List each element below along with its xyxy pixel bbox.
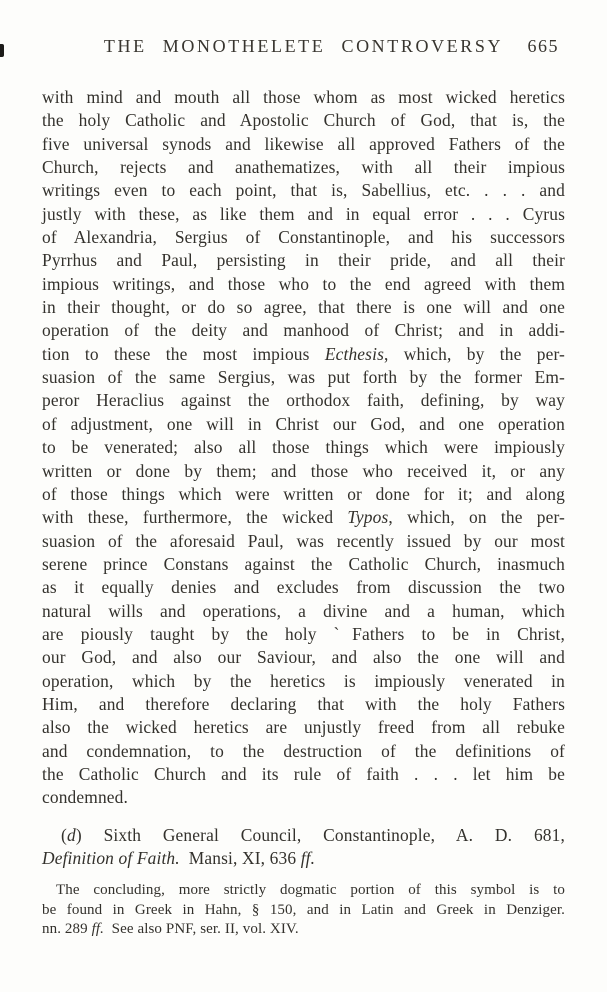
text-segment: Mansi, XI, 636 bbox=[179, 848, 301, 868]
text-line bbox=[42, 133, 565, 156]
text-segment: of those things which were written or done for it; and along bbox=[42, 483, 565, 504]
text-segment: Church, rejects and anathematizes, with all their impious bbox=[42, 157, 565, 178]
text-segment: ) Sixth General Council, Constantinople, A. D. 681, bbox=[75, 824, 565, 845]
text-segment: also the wicked heretics are unjustly freed from all rebuke bbox=[42, 717, 565, 738]
italic-text-segment: ff. bbox=[300, 848, 316, 868]
text-line bbox=[42, 847, 565, 870]
text-segment: the Catholic Church and its rule of faith . . . let him be bbox=[42, 763, 565, 784]
text-segment: natural wills and operations, a divine and a human, which bbox=[42, 600, 565, 621]
text-line bbox=[42, 413, 565, 436]
text-segment: as it equally denies and excludes from discussion the two bbox=[42, 577, 565, 598]
text-segment: with these, furthermore, the wicked bbox=[42, 507, 348, 528]
text-segment: suasion of the same Sergius, was put forth by the former Em- bbox=[42, 367, 565, 388]
scan-blemish-mark bbox=[0, 44, 4, 57]
text-segment: tion to these the most impious bbox=[42, 343, 325, 364]
italic-text-segment: Ecthesis bbox=[324, 343, 384, 364]
footnote-paragraph bbox=[42, 881, 565, 939]
text-line bbox=[42, 86, 565, 109]
text-line bbox=[42, 109, 565, 132]
text-line bbox=[42, 763, 565, 786]
text-line bbox=[42, 576, 565, 599]
text-line bbox=[42, 203, 565, 226]
text-line bbox=[42, 296, 565, 319]
text-line bbox=[42, 226, 565, 249]
text-segment: operation, which by the heretics is impiously venerated in bbox=[42, 670, 565, 691]
text-segment: of Alexandria, Sergius of Constantinople, and his successors bbox=[42, 227, 565, 248]
text-line bbox=[42, 483, 565, 506]
italic-text-segment: d bbox=[66, 824, 76, 845]
text-segment: suasion of the aforesaid Paul, was recently issued by our most bbox=[42, 530, 565, 551]
text-line bbox=[42, 343, 565, 366]
text-line bbox=[42, 436, 565, 459]
text-line bbox=[42, 670, 565, 693]
text-segment: nn. 289 bbox=[42, 921, 92, 938]
text-line bbox=[42, 530, 565, 553]
italic-text-segment: ff. bbox=[91, 921, 104, 938]
italic-text-segment: Definition of Faith. bbox=[42, 848, 180, 868]
text-line bbox=[42, 389, 565, 412]
text-segment: serene prince Constans against the Catholic Church, inasmuch bbox=[42, 553, 565, 574]
text-segment: , which, on the per- bbox=[388, 507, 565, 528]
text-segment: See also PNF, ser. II, vol. XIV. bbox=[103, 921, 299, 938]
text-segment: writings even to each point, that is, Sabellius, etc. . . . and bbox=[42, 180, 565, 201]
text-segment: five universal synods and likewise all approved Fathers of the bbox=[42, 133, 565, 154]
text-line bbox=[42, 824, 565, 847]
text-segment: peror Heraclius against the orthodox faith, defining, by way bbox=[42, 390, 565, 411]
italic-text-segment: Typos bbox=[347, 507, 389, 528]
text-line bbox=[42, 156, 565, 179]
text-line bbox=[42, 273, 565, 296]
text-segment: of adjustment, one will in Christ our God, and one operation bbox=[42, 413, 565, 434]
text-line bbox=[42, 693, 565, 716]
text-segment: Pyrrhus and Paul, persisting in their pride, and all their bbox=[42, 250, 565, 271]
text-segment: operation of the deity and manhood of Christ; and in addi- bbox=[42, 320, 565, 341]
text-line bbox=[42, 623, 565, 646]
text-segment: are piously taught by the holy ˋFathers to be in Christ, bbox=[42, 623, 565, 644]
text-line bbox=[42, 506, 565, 529]
text-line bbox=[42, 553, 565, 576]
text-line bbox=[42, 920, 565, 939]
text-line bbox=[42, 600, 565, 623]
page-number: 665 bbox=[527, 36, 559, 56]
text-line bbox=[42, 179, 565, 202]
text-line bbox=[42, 460, 565, 483]
text-segment: Him, and therefore declaring that with the holy Fathers bbox=[42, 693, 565, 714]
running-head bbox=[42, 36, 565, 60]
text-segment: impious writings, and those who to the end agreed with them bbox=[42, 273, 565, 294]
text-line bbox=[42, 881, 565, 900]
text-line bbox=[42, 716, 565, 739]
body-paragraph bbox=[42, 86, 565, 810]
text-segment: in their thought, or do so agree, that there is one will and one bbox=[42, 297, 565, 318]
text-segment: ( bbox=[61, 824, 67, 845]
text-line bbox=[42, 901, 565, 920]
text-segment: , which, by the per- bbox=[384, 343, 565, 364]
page-title: THE MONOTHELETE CONTROVERSY bbox=[103, 36, 504, 56]
text-segment: be found in Greek in Hahn, § 150, and in Latin and Greek in Denziger. bbox=[42, 901, 565, 918]
text-line bbox=[42, 786, 565, 809]
text-segment: with mind and mouth all those whom as most wicked heretics bbox=[42, 87, 565, 107]
text-segment: and condemnation, to the destruction of the definitions of bbox=[42, 740, 565, 761]
text-line bbox=[42, 366, 565, 389]
text-segment: condemned. bbox=[42, 787, 129, 808]
text-segment: written or done by them; and those who received it, or any bbox=[42, 460, 565, 481]
text-line bbox=[42, 646, 565, 669]
text-segment: to be venerated; also all those things which were impiously bbox=[42, 437, 565, 458]
text-block bbox=[42, 86, 565, 940]
text-line bbox=[42, 740, 565, 763]
citation-paragraph bbox=[42, 824, 565, 871]
text-segment: our God, and also our Saviour, and also the one will and bbox=[42, 647, 565, 668]
text-segment: justly with these, as like them and in equal error . . . Cyrus bbox=[42, 203, 565, 224]
text-segment: The concluding, more strictly dogmatic portion of this symbol is to bbox=[56, 882, 565, 899]
text-line bbox=[42, 319, 565, 342]
text-line bbox=[42, 249, 565, 272]
text-segment: the holy Catholic and Apostolic Church of God, that is, the bbox=[42, 110, 565, 131]
